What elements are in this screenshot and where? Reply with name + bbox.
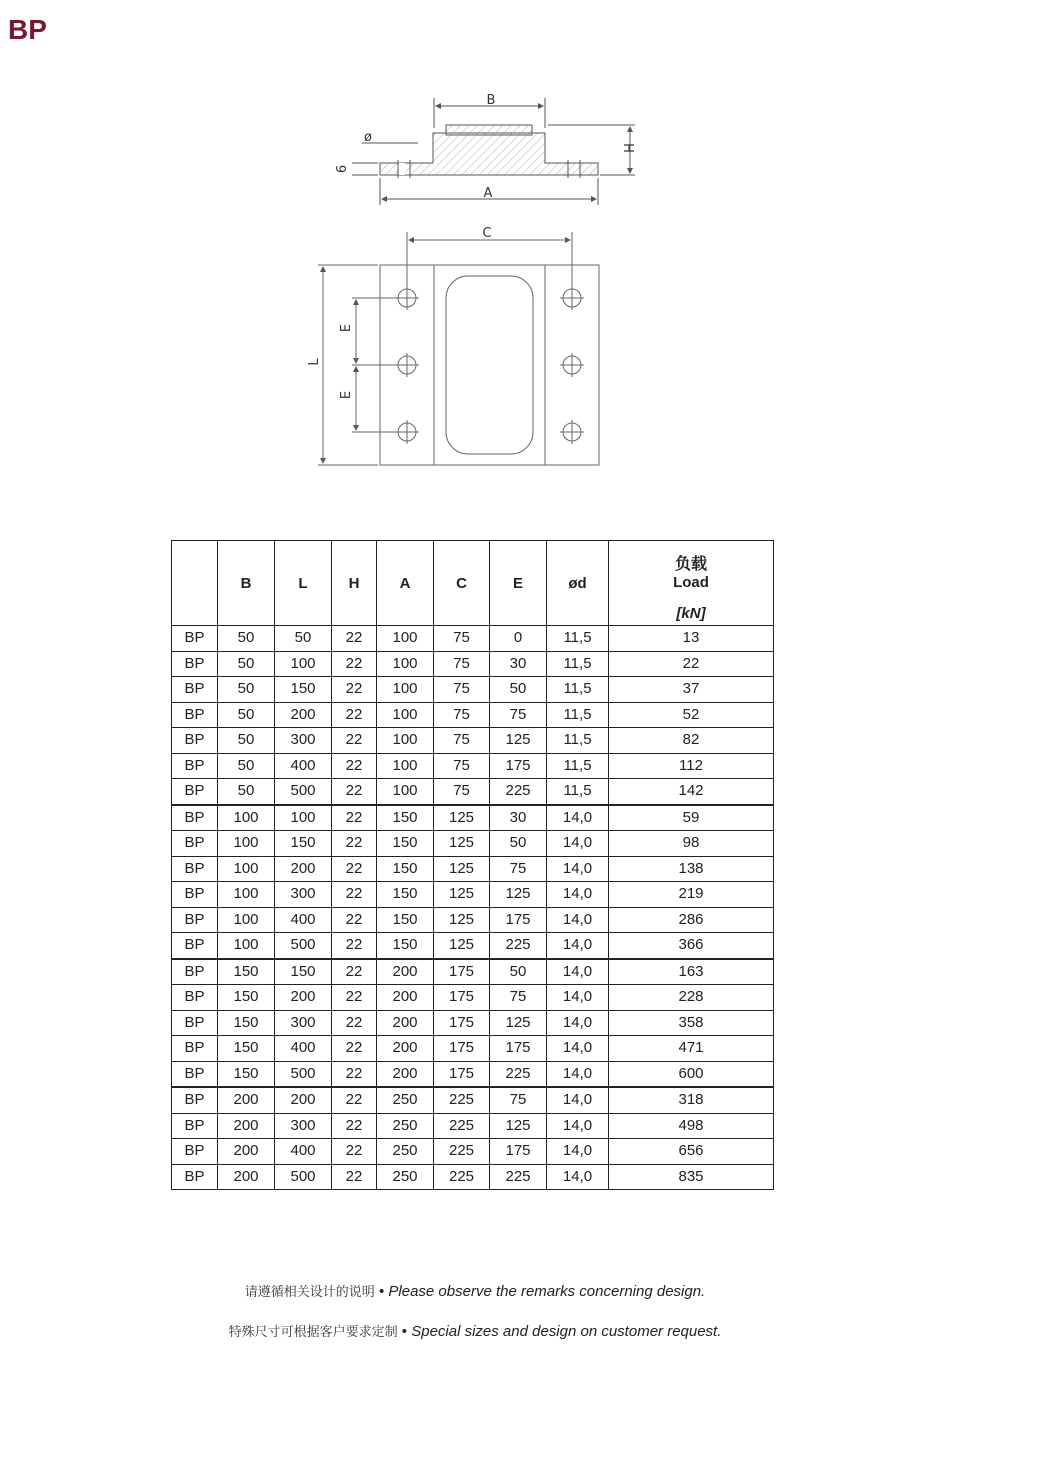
table-cell: 30 — [490, 651, 547, 677]
table-cell: 14,0 — [547, 805, 609, 831]
table-cell: 200 — [218, 1087, 275, 1113]
dim-label-b: B — [486, 93, 496, 108]
table-cell: 175 — [434, 959, 490, 985]
table-cell: 100 — [218, 907, 275, 933]
table-cell: BP — [172, 702, 218, 728]
table-cell: 125 — [434, 856, 490, 882]
table-cell: 22 — [332, 677, 377, 703]
table-cell: 14,0 — [547, 907, 609, 933]
table-cell: 37 — [609, 677, 774, 703]
table-cell: 75 — [490, 702, 547, 728]
table-cell: 225 — [434, 1139, 490, 1165]
table-cell: 835 — [609, 1164, 774, 1190]
table-row — [172, 626, 774, 652]
table-cell: 14,0 — [547, 1036, 609, 1062]
table-cell: 150 — [218, 959, 275, 985]
table-cell: 150 — [377, 805, 434, 831]
table-cell: 22 — [332, 702, 377, 728]
table-cell: 225 — [490, 779, 547, 805]
dim-label-a: A — [483, 186, 493, 201]
table-cell: 150 — [377, 882, 434, 908]
table-cell: BP — [172, 1113, 218, 1139]
side-view — [352, 98, 635, 205]
table-cell: 250 — [377, 1164, 434, 1190]
table-cell: 50 — [218, 651, 275, 677]
table-row — [172, 728, 774, 754]
table-cell: 200 — [275, 1087, 332, 1113]
note-design — [0, 1281, 950, 1300]
table-header-row — [172, 541, 774, 626]
table-row — [172, 959, 774, 985]
table-cell: BP — [172, 1139, 218, 1165]
table-cell: 125 — [490, 1010, 547, 1036]
table-cell: 100 — [218, 805, 275, 831]
table-cell: 100 — [377, 626, 434, 652]
table-cell: 22 — [332, 1061, 377, 1087]
header-load — [609, 541, 774, 626]
table-cell: 150 — [275, 959, 332, 985]
table-cell: 100 — [218, 831, 275, 857]
table-cell: 75 — [490, 985, 547, 1011]
table-cell: 59 — [609, 805, 774, 831]
table-cell: 13 — [609, 626, 774, 652]
table-cell: 175 — [490, 753, 547, 779]
table-cell: 175 — [434, 1010, 490, 1036]
table-cell: 14,0 — [547, 1164, 609, 1190]
table-cell: 22 — [332, 728, 377, 754]
table-row — [172, 882, 774, 908]
table-cell: BP — [172, 626, 218, 652]
table-cell: 50 — [275, 626, 332, 652]
load-header-cn: 负载 — [674, 555, 707, 573]
table-cell: 100 — [377, 651, 434, 677]
table-row — [172, 907, 774, 933]
dim-label-e-lower: E — [339, 390, 354, 400]
table-cell: BP — [172, 959, 218, 985]
table-row — [172, 1087, 774, 1113]
table-cell: 358 — [609, 1010, 774, 1036]
table-cell: 471 — [609, 1036, 774, 1062]
table-cell: 14,0 — [547, 856, 609, 882]
table-cell: 22 — [332, 831, 377, 857]
table-cell: 200 — [218, 1139, 275, 1165]
table-row — [172, 805, 774, 831]
table-row — [172, 651, 774, 677]
note-custom-en: Special sizes and design on customer request. — [411, 1323, 722, 1340]
header-e: E — [490, 541, 547, 626]
table-cell: BP — [172, 1087, 218, 1113]
table-cell: 30 — [490, 805, 547, 831]
table-row — [172, 1061, 774, 1087]
table-cell: 500 — [275, 1061, 332, 1087]
table-cell: 125 — [434, 831, 490, 857]
table-cell: BP — [172, 1036, 218, 1062]
table-cell: 11,5 — [547, 651, 609, 677]
table-cell: 125 — [434, 907, 490, 933]
table-cell: BP — [172, 907, 218, 933]
table-cell: 125 — [490, 1113, 547, 1139]
note-design-sep: • — [378, 1283, 385, 1300]
table-cell: 22 — [609, 651, 774, 677]
table-cell: 125 — [434, 933, 490, 959]
spec-table — [171, 540, 774, 1190]
note-custom-sep: • — [401, 1323, 408, 1340]
table-cell: 100 — [275, 805, 332, 831]
table-cell: 142 — [609, 779, 774, 805]
table-cell: BP — [172, 831, 218, 857]
table-cell: 200 — [275, 856, 332, 882]
load-header-unit: [kN] — [676, 604, 706, 622]
table-cell: 50 — [490, 959, 547, 985]
table-row — [172, 677, 774, 703]
table-body — [172, 626, 774, 1190]
table-cell: BP — [172, 805, 218, 831]
table-cell: 14,0 — [547, 1113, 609, 1139]
header-a: A — [377, 541, 434, 626]
table-cell: 112 — [609, 753, 774, 779]
table-cell: BP — [172, 1061, 218, 1087]
table-cell: 75 — [434, 728, 490, 754]
table-cell: 75 — [434, 779, 490, 805]
table-cell: 11,5 — [547, 626, 609, 652]
table-cell: 14,0 — [547, 882, 609, 908]
table-cell: 163 — [609, 959, 774, 985]
table-cell: 150 — [377, 831, 434, 857]
table-cell: 75 — [434, 651, 490, 677]
table-cell: 150 — [377, 907, 434, 933]
table-cell: 22 — [332, 1139, 377, 1165]
dim-label-l: L — [307, 358, 322, 366]
table-cell: 22 — [332, 753, 377, 779]
header-c: C — [434, 541, 490, 626]
table-cell: 75 — [490, 1087, 547, 1113]
table-cell: BP — [172, 728, 218, 754]
table-cell: 200 — [377, 1061, 434, 1087]
table-row — [172, 1036, 774, 1062]
table-cell: BP — [172, 882, 218, 908]
table-cell: 225 — [434, 1164, 490, 1190]
table-cell: 100 — [377, 728, 434, 754]
load-header-en: Load — [673, 573, 709, 591]
table-cell: 50 — [218, 677, 275, 703]
table-cell: BP — [172, 1164, 218, 1190]
table-cell: 50 — [490, 677, 547, 703]
table-cell: 225 — [434, 1087, 490, 1113]
table-cell: 52 — [609, 702, 774, 728]
table-cell: 600 — [609, 1061, 774, 1087]
table-cell: 200 — [275, 985, 332, 1011]
table-cell: 75 — [434, 702, 490, 728]
table-cell: 250 — [377, 1113, 434, 1139]
note-custom-cn: 特殊尺寸可根据客户要求定制 — [228, 1325, 398, 1340]
table-cell: 125 — [434, 805, 490, 831]
note-custom — [0, 1321, 950, 1340]
table-cell: 200 — [377, 1010, 434, 1036]
header-l: L — [275, 541, 332, 626]
table-cell: 656 — [609, 1139, 774, 1165]
table-cell: 200 — [275, 702, 332, 728]
table-cell: 150 — [377, 933, 434, 959]
table-cell: 175 — [490, 1139, 547, 1165]
table-cell: 125 — [434, 882, 490, 908]
table-cell: 400 — [275, 1036, 332, 1062]
table-cell: 286 — [609, 907, 774, 933]
table-cell: 22 — [332, 651, 377, 677]
dim-label-e-upper: E — [339, 323, 354, 333]
table-cell: 50 — [218, 753, 275, 779]
note-design-en: Please observe the remarks concerning design. — [388, 1283, 706, 1300]
table-cell: 100 — [218, 856, 275, 882]
table-cell: 150 — [377, 856, 434, 882]
table-cell: 500 — [275, 1164, 332, 1190]
table-cell: 22 — [332, 959, 377, 985]
technical-drawing — [300, 70, 670, 490]
table-cell: 300 — [275, 882, 332, 908]
table-cell: 150 — [275, 831, 332, 857]
table-cell: 125 — [490, 882, 547, 908]
table-cell: 500 — [275, 779, 332, 805]
table-cell: 175 — [490, 907, 547, 933]
table-row — [172, 933, 774, 959]
table-cell: 219 — [609, 882, 774, 908]
table-cell: 14,0 — [547, 1061, 609, 1087]
table-cell: 50 — [218, 779, 275, 805]
table-cell: 318 — [609, 1087, 774, 1113]
table-cell: 11,5 — [547, 728, 609, 754]
table-cell: 300 — [275, 1113, 332, 1139]
table-cell: 498 — [609, 1113, 774, 1139]
table-cell: 200 — [377, 985, 434, 1011]
table-cell: 125 — [490, 728, 547, 754]
table-cell: 50 — [218, 626, 275, 652]
table-cell: 14,0 — [547, 1087, 609, 1113]
table-cell: 22 — [332, 907, 377, 933]
table-cell: 100 — [377, 779, 434, 805]
table-row — [172, 779, 774, 805]
table-cell: 200 — [218, 1164, 275, 1190]
table-row — [172, 1010, 774, 1036]
table-row — [172, 985, 774, 1011]
table-cell: BP — [172, 985, 218, 1011]
table-cell: 75 — [434, 677, 490, 703]
table-cell: 22 — [332, 985, 377, 1011]
table-cell: 75 — [490, 856, 547, 882]
table-cell: 225 — [490, 1164, 547, 1190]
table-cell: 225 — [434, 1113, 490, 1139]
table-cell: 400 — [275, 753, 332, 779]
table-cell: 22 — [332, 1087, 377, 1113]
header-d: ød — [547, 541, 609, 626]
table-cell: 175 — [434, 1036, 490, 1062]
dim-label-six: 6 — [335, 164, 350, 174]
table-cell: 200 — [218, 1113, 275, 1139]
table-cell: 500 — [275, 933, 332, 959]
table-cell: 0 — [490, 626, 547, 652]
table-cell: 50 — [218, 728, 275, 754]
table-cell: 22 — [332, 882, 377, 908]
table-cell: 100 — [377, 753, 434, 779]
table-cell: 11,5 — [547, 779, 609, 805]
page-title: BP — [8, 14, 47, 45]
table-cell: 138 — [609, 856, 774, 882]
table-cell: 150 — [218, 1061, 275, 1087]
table-cell: 22 — [332, 933, 377, 959]
table-cell: 225 — [490, 1061, 547, 1087]
table-cell: 50 — [490, 831, 547, 857]
table-cell: 11,5 — [547, 753, 609, 779]
dim-label-c: C — [482, 226, 492, 241]
header-b: B — [218, 541, 275, 626]
table-cell: 22 — [332, 856, 377, 882]
table-cell: 14,0 — [547, 1139, 609, 1165]
table-cell: 150 — [275, 677, 332, 703]
table-cell: 150 — [218, 985, 275, 1011]
table-cell: 75 — [434, 626, 490, 652]
table-cell: 14,0 — [547, 985, 609, 1011]
table-cell: 98 — [609, 831, 774, 857]
table-cell: 100 — [218, 933, 275, 959]
table-cell: 22 — [332, 779, 377, 805]
table-cell: 250 — [377, 1087, 434, 1113]
table-cell: BP — [172, 779, 218, 805]
table-row — [172, 831, 774, 857]
table-cell: 75 — [434, 753, 490, 779]
dim-label-h: H — [620, 143, 635, 153]
table-cell: 50 — [218, 702, 275, 728]
table-cell: 11,5 — [547, 677, 609, 703]
table-cell: 14,0 — [547, 933, 609, 959]
table-cell: 22 — [332, 626, 377, 652]
table-cell: 22 — [332, 1010, 377, 1036]
table-row — [172, 753, 774, 779]
table-cell: BP — [172, 677, 218, 703]
table-cell: 14,0 — [547, 959, 609, 985]
table-cell: 22 — [332, 1164, 377, 1190]
table-cell: 175 — [490, 1036, 547, 1062]
top-view — [318, 232, 599, 465]
table-cell: 100 — [377, 677, 434, 703]
table-cell: 150 — [218, 1010, 275, 1036]
header-h: H — [332, 541, 377, 626]
table-cell: 300 — [275, 1010, 332, 1036]
table-cell: BP — [172, 933, 218, 959]
table-row — [172, 702, 774, 728]
table-cell: 175 — [434, 1061, 490, 1087]
dim-label-phi: ø — [364, 130, 372, 145]
table-cell: 200 — [377, 1036, 434, 1062]
table-cell: 225 — [490, 933, 547, 959]
table-cell: 400 — [275, 1139, 332, 1165]
table-row — [172, 856, 774, 882]
table-cell: 22 — [332, 1113, 377, 1139]
table-cell: 100 — [218, 882, 275, 908]
table-cell: 100 — [275, 651, 332, 677]
table-cell: 400 — [275, 907, 332, 933]
table-cell: BP — [172, 856, 218, 882]
table-cell: 11,5 — [547, 702, 609, 728]
header-type — [172, 541, 218, 626]
table-cell: 82 — [609, 728, 774, 754]
table-cell: BP — [172, 753, 218, 779]
table-row — [172, 1113, 774, 1139]
table-cell: 200 — [377, 959, 434, 985]
table-cell: 175 — [434, 985, 490, 1011]
table-cell: 250 — [377, 1139, 434, 1165]
note-design-cn: 请遵循相关设计的说明 — [244, 1285, 375, 1300]
table-cell: 300 — [275, 728, 332, 754]
table-cell: BP — [172, 651, 218, 677]
table-cell: 100 — [377, 702, 434, 728]
table-row — [172, 1139, 774, 1165]
table-cell: 22 — [332, 1036, 377, 1062]
table-cell: 366 — [609, 933, 774, 959]
table-cell: BP — [172, 1010, 218, 1036]
table-cell: 22 — [332, 805, 377, 831]
table-cell: 228 — [609, 985, 774, 1011]
table-cell: 14,0 — [547, 1010, 609, 1036]
table-cell: 14,0 — [547, 831, 609, 857]
top-view-labels — [307, 226, 492, 399]
table-row — [172, 1164, 774, 1190]
table-cell: 150 — [218, 1036, 275, 1062]
